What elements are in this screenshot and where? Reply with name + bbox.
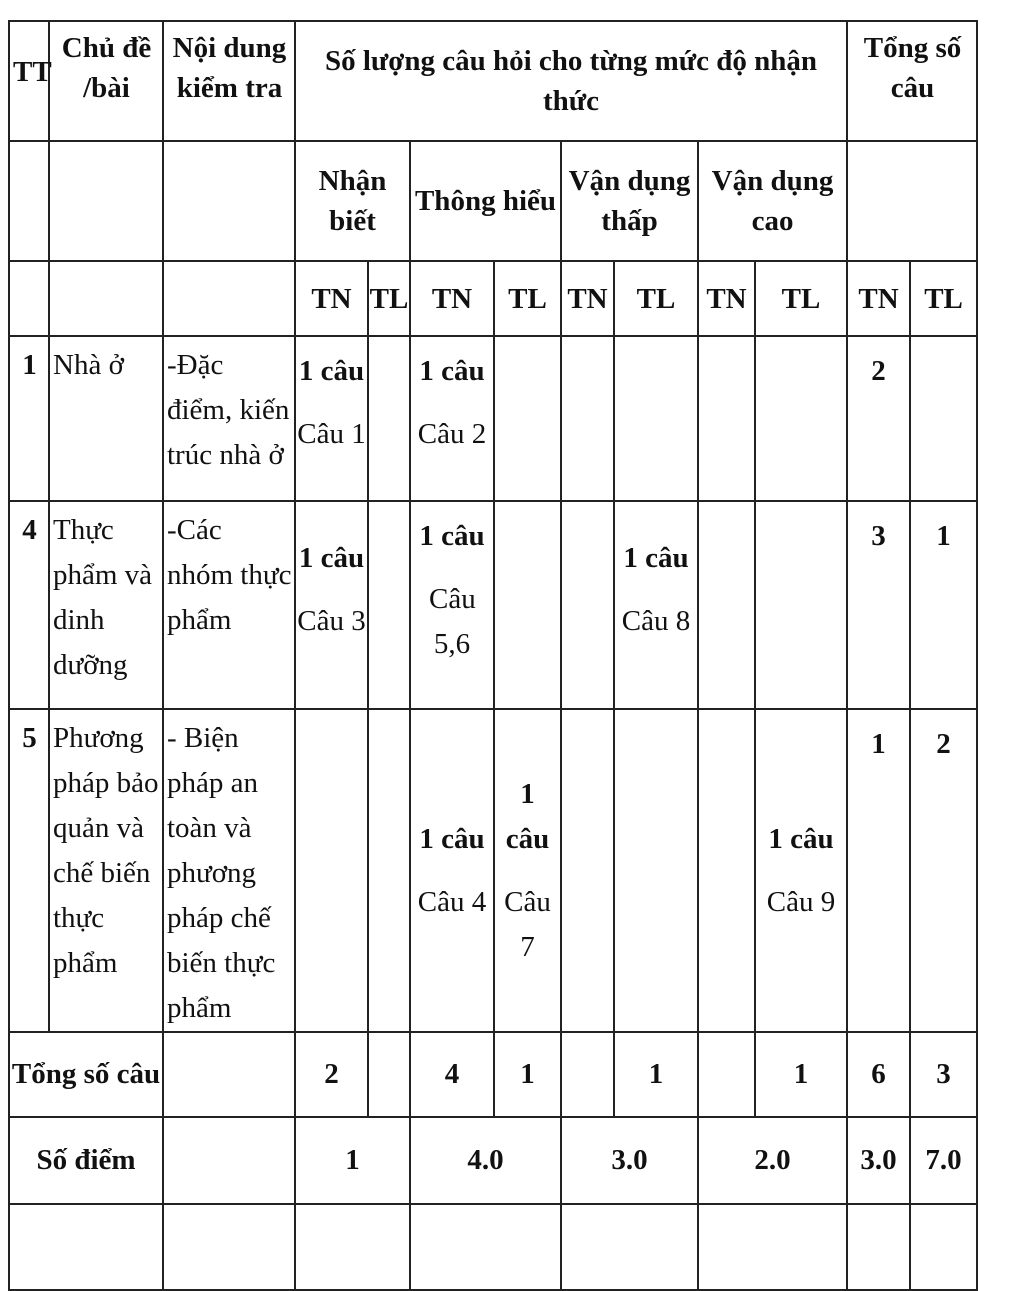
table-row (9, 336, 977, 501)
total-header: Tổng số câu (847, 21, 977, 141)
question-count: 1 câu (298, 542, 365, 574)
empty-cell (698, 1204, 847, 1290)
question-ref: Câu 9 (766, 885, 836, 918)
th-tn-cell (410, 709, 494, 1032)
tn-header: TN (561, 261, 614, 336)
empty-cell (847, 141, 977, 261)
total-vdc-tl: 1 (755, 1032, 847, 1117)
level-van-dung-thap: Vận dụng thấp (561, 141, 698, 261)
points-nb: 1 (295, 1117, 410, 1204)
tn-tl-row (9, 261, 977, 336)
points-vdc: 2.0 (698, 1117, 847, 1204)
empty-cell (9, 141, 49, 261)
header-row (9, 21, 977, 141)
level-van-dung-cao: Vận dụng cao (698, 141, 847, 261)
empty-cell (494, 336, 561, 501)
row-number: 5 (9, 709, 49, 1032)
total-th-tn: 4 (410, 1032, 494, 1117)
empty-row (9, 1204, 977, 1290)
points-vdt: 3.0 (561, 1117, 698, 1204)
empty-cell (163, 1204, 295, 1290)
row-total-tn: 1 (847, 709, 910, 1032)
row-total-tn: 2 (847, 336, 910, 501)
empty-cell (9, 1204, 163, 1290)
row-topic: Thực phẩm và dinh dưỡng (49, 501, 163, 709)
empty-cell (368, 336, 410, 501)
grand-total-tn: 6 (847, 1032, 910, 1117)
exam-matrix-table (8, 20, 978, 1291)
empty-cell (698, 1032, 755, 1117)
row-content: - Biện pháp an toàn và phương pháp chế biến thực phẩm (163, 709, 295, 1032)
tl-header: TL (755, 261, 847, 336)
question-count: 1 câu (419, 355, 485, 387)
th-tl-cell (494, 709, 561, 1032)
points-label: Số điểm (9, 1117, 163, 1204)
points-row (9, 1117, 977, 1204)
vdt-tl-cell (614, 501, 698, 709)
question-ref: Câu 8 (621, 605, 691, 637)
tn-header: TN (847, 261, 910, 336)
points-total-tl: 7.0 (910, 1117, 977, 1204)
empty-cell (49, 141, 163, 261)
total-th-tl: 1 (494, 1032, 561, 1117)
empty-cell (698, 501, 755, 709)
row-number: 4 (9, 501, 49, 709)
empty-cell (698, 336, 755, 501)
tl-header: TL (614, 261, 698, 336)
question-count: 1 câu (623, 542, 689, 574)
row-topic: Nhà ở (49, 336, 163, 501)
row-total-tl (910, 336, 977, 501)
empty-cell (561, 336, 614, 501)
level-thong-hieu: Thông hiểu (410, 141, 561, 261)
empty-cell (410, 1204, 561, 1290)
empty-cell (163, 1032, 295, 1117)
empty-cell (698, 709, 755, 1032)
points-total-tn: 3.0 (847, 1117, 910, 1204)
question-ref: Câu 7 (504, 885, 551, 963)
empty-cell (295, 1204, 410, 1290)
empty-cell (561, 501, 614, 709)
empty-cell (9, 261, 49, 336)
empty-cell (49, 261, 163, 336)
nb-tn-cell (295, 501, 368, 709)
empty-cell (368, 1032, 410, 1117)
row-total-tn: 3 (847, 501, 910, 709)
empty-cell (368, 709, 410, 1032)
empty-cell (561, 1204, 698, 1290)
question-ref: Câu 5,6 (429, 583, 476, 660)
empty-cell (163, 1117, 295, 1204)
row-number: 1 (9, 336, 49, 501)
row-content: -Các nhóm thực phẩm (163, 501, 295, 709)
tn-header: TN (295, 261, 368, 336)
tl-header: TL (910, 261, 977, 336)
nb-tn-cell (295, 336, 368, 501)
level-nhan-biet: Nhận biết (295, 141, 410, 261)
tt-header: TT (9, 21, 49, 141)
question-ref: Câu 2 (417, 418, 487, 450)
levels-title-header: Số lượng câu hỏi cho từng mức độ nhận thức (295, 21, 847, 141)
topic-header: Chủ đề /bài (49, 21, 163, 141)
question-count: 1 câu (419, 822, 485, 855)
table-row (9, 709, 977, 1032)
empty-cell (755, 336, 847, 501)
question-ref: Câu 1 (297, 418, 366, 450)
totals-label: Tổng số câu (9, 1032, 163, 1117)
tn-header: TN (698, 261, 755, 336)
empty-cell (494, 501, 561, 709)
question-ref: Câu 4 (417, 885, 487, 918)
question-ref: Câu 3 (297, 605, 366, 637)
question-count: 1 câu (768, 822, 834, 855)
total-vdt-tl: 1 (614, 1032, 698, 1117)
empty-cell (847, 1204, 910, 1290)
grand-total-tl: 3 (910, 1032, 977, 1117)
empty-cell (163, 261, 295, 336)
tl-header: TL (368, 261, 410, 336)
content-header: Nội dung kiểm tra (163, 21, 295, 141)
empty-cell (368, 501, 410, 709)
row-content: -Đặc điểm, kiến trúc nhà ở (163, 336, 295, 501)
row-topic: Phương pháp bảo quản và chế biến thực phẩm (49, 709, 163, 1032)
row-total-tl: 2 (910, 709, 977, 1032)
empty-cell (614, 336, 698, 501)
levels-row (9, 141, 977, 261)
empty-cell (163, 141, 295, 261)
tl-header: TL (494, 261, 561, 336)
empty-cell (561, 1032, 614, 1117)
th-tn-cell (410, 501, 494, 709)
empty-cell (910, 1204, 977, 1290)
question-count: 1 câu (298, 355, 365, 387)
tn-header: TN (410, 261, 494, 336)
points-th: 4.0 (410, 1117, 561, 1204)
empty-cell (614, 709, 698, 1032)
question-count: 1 câu (505, 777, 550, 855)
total-nb-tn: 2 (295, 1032, 368, 1117)
row-total-tl: 1 (910, 501, 977, 709)
th-tn-cell (410, 336, 494, 501)
question-count: 1 câu (419, 520, 485, 552)
vdc-tl-cell (755, 709, 847, 1032)
empty-cell (561, 709, 614, 1032)
empty-cell (755, 501, 847, 709)
totals-row (9, 1032, 977, 1117)
table-row (9, 501, 977, 709)
empty-cell (295, 709, 368, 1032)
